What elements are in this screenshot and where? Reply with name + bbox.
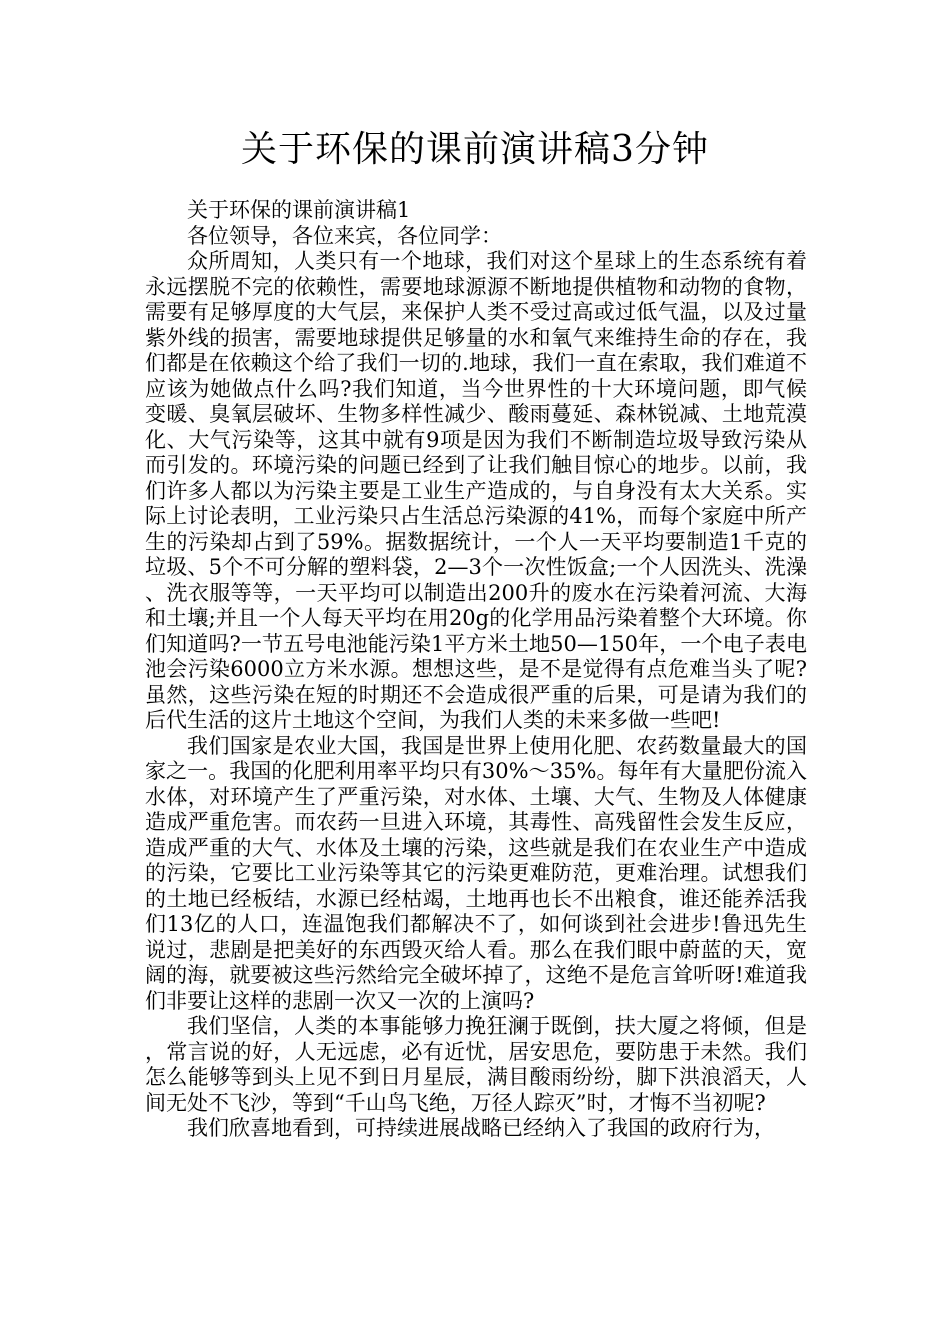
document-subtitle: 关于环保的课前演讲稿1 <box>187 198 411 222</box>
document-body <box>145 198 807 1142</box>
body-paragraph: 我们国家是农业大国，我国是世界上使用化肥、农药数量最大的国家之一。我国的化肥利用率平均只有30%～35%。每年有大量肥份流入水体，对环境产生了严重污染，对水体、土壤、大气、生物及人体健康造成严重危害。而农药一旦进入环境，其毒性、高残留性会发生反应，造成严重的大气、水体及土壤的污染，这些就是我们在农业生产中造成的污染，它要比工业污染等其它的污染更难防范，更难治理。试想我们的土地已经板结，水源已经枯竭，土地再也长不出粮食，谁还能养活我们13亿的人口，连温饱我们都解决不了，如何谈到社会进步!鲁迅先生说过，悲剧是把美好的东西毁灭给人看。那么在我们眼中蔚蓝的天，宽阔的海，就要被这些污然给完全破坏掉了，这绝不是危言耸听呀!难道我们非要让这样的悲剧一次又一次的上演吗? <box>145 733 807 1013</box>
salutation: 各位领导，各位来宾，各位同学： <box>187 223 502 248</box>
body-paragraph: 我们欣喜地看到，可持续进展战略已经纳入了我国的政府行为， <box>187 1116 775 1140</box>
body-paragraph: 众所周知，人类只有一个地球，我们对这个星球上的生态系统有着永远摆脱不完的依赖性，需要地球源源不断地提供植物和动物的食物，需要有足够厚度的大气层，来保护人类不受过高或过低气温，以及过量紫外线的损害，需要地球提供足够量的水和氧气来维持生命的存在，我们都是在依赖这个给了我们一切的.地球，我们一直在索取，我们难道不应该为她做点什么吗?我们知道，当今世界性的十大环境问题，即气候变暖、臭氧层破坏、生物多样性减少、酸雨蔓延、森林锐减、土地荒漠化、大气污染等，这其中就有9项是因为我们不断制造垃圾导致污染从而引发的。环境污染的问题已经到了让我们触目惊心的地步。以前，我们许多人都以为污染主要是工业生产造成的，与自身没有太大关系。实际上讨论表明，工业污染只占生活总污染源的41%，而每个家庭中所产生的污染却占到了59%。据数据统计，一个人一天平均要制造1千克的垃圾、5个不可分解的塑料袋，2—3个一次性饭盒;一个人因洗头、洗澡、洗衣服等等，一天平均可以制造出200升的废水在污染着河流、大海和土壤;并且一个人每天平均在用20g的化学用品污染着整个大环境。你们知道吗?一节五号电池能污染1平方米土地50—150年，一个电子表电池会污染6000立方米水源。想想这些，是不是觉得有点危难当头了呢?虽然，这些污染在短的时期还不会造成很严重的后果，可是请为我们的后代生活的这片土地这个空间，为我们人类的未来多做一些吧! <box>145 249 807 732</box>
body-paragraph: 我们坚信，人类的本事能够力挽狂澜于既倒，扶大厦之将倾，但是，常言说的好，人无远虑，必有近忧，居安思危，要防患于未然。我们怎么能够等到头上见不到日月星辰，满目酸雨纷纷，脚下洪浪滔天，人间无处不飞沙，等到“千山鸟飞绝，万径人踪灭”时，才悔不当初呢? <box>145 1014 807 1115</box>
page-title: 关于环保的课前演讲稿3分钟 <box>241 129 709 170</box>
